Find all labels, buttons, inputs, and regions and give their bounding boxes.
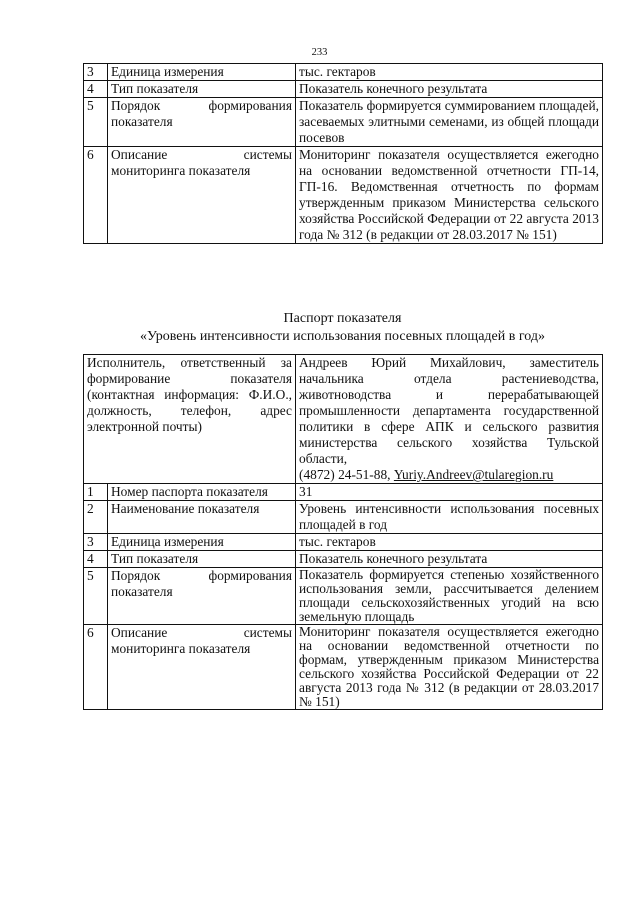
row-label: Единица измерения — [108, 64, 296, 81]
row-number: 3 — [84, 534, 108, 551]
row-value: Показатель конечного результата — [296, 81, 603, 98]
table-row — [84, 625, 603, 710]
table-row — [84, 355, 603, 484]
row-value: Показатель конечного результата — [296, 551, 603, 568]
row-label: Описание системы мониторинга показателя — [108, 147, 296, 244]
table-row — [84, 568, 603, 625]
row-label: Номер паспорта показателя — [108, 484, 296, 501]
row-value: Показатель формируется степенью хозяйственного использования земли, рассчитывается делением площади сельскохозяйственных угодий на всю земельную площадь — [296, 568, 603, 625]
row-number: 1 — [84, 484, 108, 501]
passport-heading — [83, 310, 602, 346]
passport-table — [83, 354, 603, 710]
row-label: Описание системы мониторинга показателя — [108, 625, 296, 710]
passport-subtitle: «Уровень интенсивности использования посевных площадей в год» — [140, 329, 545, 344]
row-label: Порядок формирования показателя — [108, 98, 296, 147]
table-row — [84, 98, 603, 147]
row-label: Наименование показателя — [108, 501, 296, 534]
row-value: Уровень интенсивности использования посевных площадей в год — [296, 501, 603, 534]
table-row — [84, 551, 603, 568]
row-number: 4 — [84, 81, 108, 98]
row-number: 6 — [84, 625, 108, 710]
indicator-table-continued — [83, 63, 603, 244]
row-number: 4 — [84, 551, 108, 568]
table-row — [84, 64, 603, 81]
table-row — [84, 484, 603, 501]
row-value: Показатель формируется суммированием площадей, засеваемых элитными семенами, из общей площади посевов — [296, 98, 603, 147]
row-number: 3 — [84, 64, 108, 81]
row-value: Мониторинг показателя осуществляется ежегодно на основании ведомственной отчетности по формам, утвержденным приказом Министерства сельского хозяйства Российской Федерации от 22 августа 2013 года № 312 (в редакции от 28.03.2017 № 151) — [296, 625, 603, 710]
row-value: 31 — [296, 484, 603, 501]
row-label: Порядок формирования показателя — [108, 568, 296, 625]
row-number: 2 — [84, 501, 108, 534]
row-label: Тип показателя — [108, 551, 296, 568]
row-value: Мониторинг показателя осуществляется ежегодно на основании ведомственной отчетности ГП-14, ГП-16. Ведомственная отчетность по формам утвержденным приказом Министерства сельского хозяйства Российской Федерации от 22 августа 2013 года № 312 (в редакции от 28.03.2017 № 151) — [296, 147, 603, 244]
row-number: 6 — [84, 147, 108, 244]
table-row — [84, 147, 603, 244]
executor-label: Исполнитель, ответственный за формирование показателя (контактная информация: Ф.И.О., должность, телефон, адрес электронной почты) — [84, 355, 296, 484]
table-row — [84, 534, 603, 551]
passport-title: Паспорт показателя — [283, 311, 402, 326]
row-value: тыс. гектаров — [296, 64, 603, 81]
executor-phone: (4872) 24-51-88, — [299, 467, 391, 482]
row-label: Тип показателя — [108, 81, 296, 98]
table-row — [84, 81, 603, 98]
table-row — [84, 501, 603, 534]
row-number: 5 — [84, 98, 108, 147]
page-number: 233 — [311, 47, 328, 58]
row-value: тыс. гектаров — [296, 534, 603, 551]
row-number: 5 — [84, 568, 108, 625]
executor-value — [296, 355, 603, 484]
row-label: Единица измерения — [108, 534, 296, 551]
executor-email-link[interactable]: Yuriy.Andreev@tularegion.ru — [393, 467, 554, 482]
executor-name-position: Андреев Юрий Михайлович, заместитель начальника отдела растениеводства, животноводства и перерабатывающей промышленности департамента государственной политики в сфере АПК и сельского развития министерства сельского хозяйства Тульской области, — [299, 355, 600, 466]
